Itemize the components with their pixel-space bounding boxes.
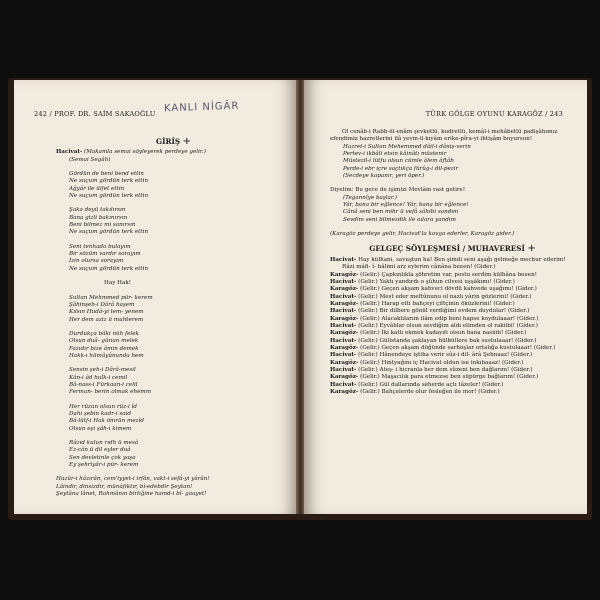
verse-line: Olsun duâ- gûnun melek [69, 338, 139, 345]
speaker-name: Karagöz- [330, 374, 361, 381]
verse-line: Râzıd kulun rıdh ü mesâ [69, 440, 139, 446]
speaker-name: Hacivat- [330, 381, 359, 388]
dialogue-line [330, 330, 575, 337]
speaker-name: Karagöz- [330, 286, 361, 293]
verse-block-1 [330, 144, 575, 173]
dialogue-text: (Gelir.) Mest eder meftûnunu ol nazlı yârin gözlerini! (Gider.) [358, 293, 532, 300]
speaker-name: Hacivat- [330, 308, 359, 315]
speaker-name: Karagöz- [330, 330, 361, 337]
verse-line: Hazret-i Sultan Mehemmed dâil-i dâniş-verin [343, 143, 471, 150]
verse-line: Beni bilmez mi sanırsın [69, 222, 136, 229]
right-running-header: TÜRK GÖLGE OYUNU KARAGÖZ / 243 [425, 110, 563, 118]
dialogue-line [330, 374, 575, 381]
prose-paragraph-1: Ol cenâb-i Rabb-ül-enâm şevketlü, kudretlü, kemâl-i mehâbetlü padişâhımız efendimiz hazretlerini ilâ yevm-il-kıyâm erike-pîra-yi ihtişâm buyursun! [330, 129, 558, 143]
left-page [14, 80, 297, 514]
speaker-name: Karagöz- [330, 300, 361, 307]
dialogue-block [330, 257, 575, 397]
verse-line: Ağyâr ile ülfet ettin [69, 185, 125, 192]
dialogue-line [330, 360, 575, 367]
verse-line: Kılsın Hudâ-yi lem- yenem [69, 309, 144, 316]
dialogue-text: (Gelir.) Eyvâhlar olsun sevdiğim aldı elimden ol rakiibi! (Gider.) [358, 322, 538, 329]
stage-direction-3: (Karagöz perdeye gelir, Hacivat'la kavga ederler, Karagöz gider.) [330, 231, 515, 238]
dialogue-line [330, 308, 575, 315]
stage-direction-1: (Secdeye kapanır, yeri öper.) [343, 173, 425, 180]
verse-line: Şâhinşeh-i Dârâ haşem [69, 301, 135, 308]
verse-line: Bâ-lütf-i Hak ömrün mezîd [69, 418, 144, 425]
dialogue-text: (Gelir.) Çapkınlıkla şöhretim var, postu serdim külhâna beeen! [360, 271, 537, 278]
verse-line: İzin olursa sorayım [69, 258, 124, 265]
verse-line: Durdukça bâki nüh felek [69, 330, 139, 337]
left-verses [56, 164, 291, 498]
dialogue-text: (Gelir.) Alacaklılarım ilâm edip beni hapse koydulaaar! (Gider.) [360, 315, 539, 322]
verse-line: Sultan Mehmmed pür- kerem [69, 294, 153, 301]
dialogue-text: Râzi mâfi- î- bâlimi arz eylerim cânâna beeen! (Gider.) [342, 264, 496, 271]
verse-line: Ne suçum gördün terk ettin [69, 193, 149, 200]
speaker-name: Hacivat- [330, 352, 359, 359]
verse-line: Bir sözüm vardır sorayım [69, 251, 141, 258]
verse-line: Müstezil-i lütfu olsun cümle âlem âftâb [343, 158, 454, 165]
dialogue-text: (Gelir.) Gülistanda şaklayan bülbüllere bak sustulaaar! (Gider.) [358, 337, 537, 344]
speaker-name: Hacivat- [330, 322, 359, 329]
dialogue-text: (Gelir.) Bahçelerde olur fesleğen ile mor! (Gider.) [360, 389, 500, 395]
verse-line: Sen devletinle çok yaşa [69, 454, 136, 461]
verse-line: Dahi şebin kadr-i said [69, 410, 131, 417]
speaker-name: Karagöz- [330, 389, 361, 395]
dialogue-text: (Gelir.) Bir dilbere gönül verdiğimi evdem duydular! (Gider.) [358, 308, 530, 315]
speaker-name: Karagöz- [330, 271, 361, 278]
dialogue-line [330, 352, 575, 359]
dialogue-text: (Gelir.) Gül dallarında seherde açtı tâzeler! (Gider.) [358, 381, 504, 388]
right-text-column [330, 129, 575, 396]
verse-line: Yâr, bana bir eğlence! Yâr, bana bir eğlence! [343, 202, 469, 209]
verse-line: Perde-i ebr içre saçtıkça fürûg-i dil-pezir [343, 165, 459, 172]
section-title-gelgec: GELGEÇ SÖYLEŞMESİ / MUHAVERESİ + [369, 243, 536, 255]
verse-line: Ez-cân ü dil eyler duâ [69, 447, 131, 454]
dialogue-text: (Gelir.) Harap etti bahçeyi çiftçinin öküzlerini! (Gider.) [360, 300, 515, 307]
verse-line: Cânâ seni ben mihr ü vefâ sâhibi sandım [343, 209, 459, 216]
dialogue-line [330, 264, 575, 271]
dialogue-line [330, 286, 575, 293]
dialogue-line [330, 294, 575, 301]
verse-line: Şaka deyü takılırsın [69, 207, 126, 214]
dialogue-text: (Gelir.) Maşacılık para etmezse ben süpürge bağlarım! (Gider.) [360, 374, 539, 381]
speaker-name: Hacivat- [330, 366, 359, 373]
speaker-name: Karagöz- [330, 344, 361, 351]
speaker-name: Hacivat- [330, 337, 359, 344]
dialogue-text: (Gelir.) Yaktı yandırdı o şûhun cilvesi uşşâkımı! (Gider.) [358, 278, 515, 285]
verse-line: Ne suçum gördün terk ettin [69, 229, 149, 236]
dialogue-line [330, 316, 575, 323]
dialogue-text: (Gelir.) Geçen akşam döğünde sarhoşlar ortalığa kustulaaar! (Gider.) [360, 344, 556, 351]
verse-line: Seni tenhada bulayım [69, 243, 131, 250]
verse-line: Olsun eşi şâh-i kimem [69, 425, 132, 432]
verse-line: Ey şehriyâr-i pür- kerem [69, 462, 139, 469]
dialogue-line [330, 272, 575, 279]
verse-line: Huzûr-i hâzırân, cem'iyyet-i irfân, vakt-i sefâ-yi yârân! [56, 476, 210, 483]
prose-paragraph-2: Diyelim: Bu gece de işimizi Mevlâm rast getire! [330, 187, 466, 194]
stage-direction-2: (Tegannîye başlar.) [343, 194, 397, 201]
verse-line: Ne suçum gördün terk ettin [69, 178, 149, 185]
plus-mark-icon: + [182, 136, 191, 147]
verse-line: Kân-i âd hulk-i cemil [69, 374, 128, 381]
verse-line: Ferman- berin olmak ehemm [69, 389, 151, 396]
verse-line: (Semai Segâh) [69, 156, 111, 163]
dialogue-text: (Gelir.) Geçen akşam kahveci dövdü kahvede uşağımı! (Gider.) [360, 286, 537, 293]
handwritten-note: KANLI NİGÂR [163, 100, 240, 115]
dialogue-text: (Gelir.) Hintyağını iç Hacivat oldun ise inkıbaaaz! (Gider.) [360, 359, 524, 366]
speaker-name: Hacivat- [330, 293, 359, 300]
verse-line: Hay Hak! [104, 280, 132, 287]
verse-line: Ne suçum gördün terk ettin [69, 265, 149, 272]
verse-line: Lâindir, dinsizdir, münâfıktır, bî-edebdir Şeytan! [56, 483, 193, 490]
verse-line: Sensin şeh-i Dârâ-mesil [69, 367, 136, 374]
dialogue-text: (Gelir.) Ateş- i hicranla her dem sûzeni ben dağlarım! (Gider.) [358, 366, 533, 373]
left-running-header: 242 / PROF. DR. SAİM SAKAOĞLU [34, 110, 156, 118]
left-text-column [56, 138, 291, 498]
verse-block-2 [330, 202, 575, 224]
verse-line: Her rüzun olsun rüz-i îd [69, 403, 137, 410]
dialogue-text: Hay külhani, savuştun ha! Ben şimdi seni aşağı gelmeğe mecbur ederim! [358, 256, 566, 263]
verse-line: Fazıdır bize âmin demek [69, 345, 139, 352]
verse-line: Gördün de beni bend ettin [69, 171, 144, 178]
dialogue-text: (Gelir.) Hânendeye iştiha verir sûz-i dil- ârâ Şehnaaz! (Gider.) [358, 352, 533, 359]
dialogue-text: (Gelir.) İki katlı ekmek kadayıfı olsun bana nasiiib! (Gider.) [360, 330, 527, 337]
dialogue-line [330, 389, 575, 396]
speaker-name: Karagöz- [330, 315, 361, 322]
verse-line: Pertev-i ikbâli etsin kâinâtı müstenir [343, 151, 447, 158]
section-title-giris: GİRİŞ + [156, 136, 191, 147]
verse-line: Bana gizli bakınırsın [69, 214, 128, 221]
verse-line: Sevdim seni bilmezdik ile oılara yandım [343, 216, 456, 223]
speaker-line: Hacivat- (Makamla semai söyleyerek perdeye gelir.) [56, 149, 206, 156]
speaker-name: Hacivat- [330, 278, 359, 285]
plus-mark-icon: + [527, 243, 536, 255]
verse-line: Bâ-nass-i Fürkaan-i celil [69, 381, 138, 388]
verse-line: Her dem aziz ü muhterem [69, 316, 144, 323]
verse-line: Hakk-ı hümâyûnunda hem [69, 352, 144, 359]
speaker-name: Karagöz- [330, 359, 361, 366]
speaker-name: Hacivat- [330, 256, 359, 263]
dialogue-line [330, 382, 575, 389]
right-page [304, 80, 587, 514]
verse-line: Şeytâna lânet, Rahmânın birliğine hamd-i bî- gaayet! [56, 491, 207, 498]
dialogue-line [330, 338, 575, 345]
